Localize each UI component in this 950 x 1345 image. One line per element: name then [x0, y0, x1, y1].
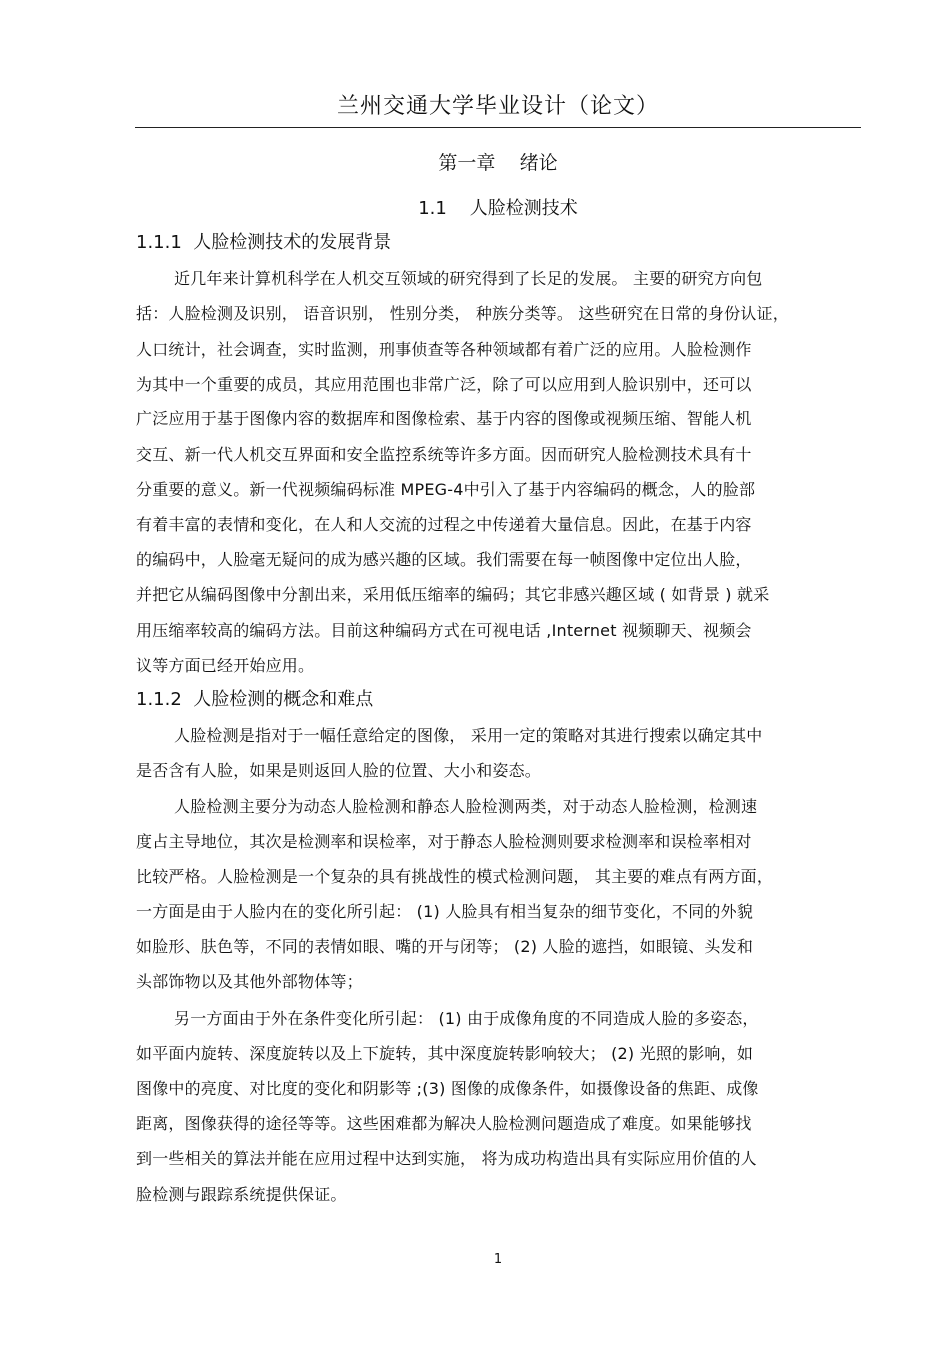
paragraph-line: 交互、新一代人机交互界面和安全监控系统等许多方面。因而研究人脸检测技术具有十 — [136, 445, 752, 464]
paragraph-line: 到一些相关的算法并能在应用过程中达到实施， 将为成功构造出具有实际应用价值的人 — [136, 1149, 757, 1168]
paragraph-line: 近几年来计算机科学在人机交互领域的研究得到了长足的发展。 主要的研究方向包 — [174, 269, 763, 288]
paragraph-line: 脸检测与跟踪系统提供保证。 — [136, 1185, 347, 1204]
paragraph-line: 人口统计，社会调查，实时监测，刑事侦查等各种领域都有着广泛的应用。人脸检测作 — [136, 340, 752, 359]
paragraph-line: 议等方面已经开始应用。 — [136, 656, 315, 675]
paragraph-line: 如平面内旋转、深度旋转以及上下旋转，其中深度旋转影响较大； (2) 光照的影响，如 — [136, 1044, 754, 1063]
paragraph-line: 图像中的亮度、对比度的变化和阴影等 ;(3) 图像的成像条件，如摄像设备的焦距、成像 — [136, 1079, 759, 1098]
paragraph-line: 的编码中，人脸毫无疑问的成为感兴趣的区域。我们需要在每一帧图像中定位出人脸， — [136, 550, 752, 569]
page-number: 1 — [493, 1252, 503, 1267]
paragraph-line: 分重要的意义。新一代视频编码标准 MPEG-4中引入了基于内容编码的概念，人的脸部 — [136, 480, 756, 499]
paragraph-line: 如脸形、肤色等，不同的表情如眼、嘴的开与闭等； (2) 人脸的遮挡，如眼镜、头发和 — [136, 937, 754, 956]
paragraph-line: 人脸检测主要分为动态人脸检测和静态人脸检测两类，对于动态人脸检测，检测速 — [174, 797, 758, 816]
paragraph-line: 比较严格。人脸检测是一个复杂的具有挑战性的模式检测问题， 其主要的难点有两方面， — [136, 867, 774, 886]
subsection-heading: 1.1.2 人脸检测的概念和难点 — [136, 689, 374, 710]
paragraph-line: 用压缩率较高的编码方法。目前这种编码方式在可视电话 ,Internet 视频聊天、视频会 — [136, 621, 752, 640]
paragraph-line: 广泛应用于基于图像内容的数据库和图像检索、基于内容的图像或视频压缩、智能人机 — [136, 409, 752, 428]
paragraph-line: 并把它从编码图像中分割出来，采用低压缩率的编码；其它非感兴趣区域 ( 如背景 ) 就采 — [136, 585, 770, 604]
paragraph-line: 括：人脸检测及识别， 语音识别， 性别分类， 种族分类等。 这些研究在日常的身份认证， — [136, 304, 789, 323]
chapter-title: 第一章 绪论 — [438, 152, 558, 174]
header-rule — [135, 127, 861, 128]
paragraph-line: 头部饰物以及其他外部物体等； — [136, 972, 363, 991]
paragraph-line: 为其中一个重要的成员，其应用范围也非常广泛，除了可以应用到人脸识别中，还可以 — [136, 375, 752, 394]
paragraph-line: 是否含有人脸，如果是则返回人脸的位置、大小和姿态。 — [136, 761, 542, 780]
running-header-title: 兰州交通大学毕业设计（论文） — [336, 94, 659, 119]
paragraph-line: 有着丰富的表情和变化，在人和人交流的过程之中传递着大量信息。因此，在基于内容 — [136, 515, 752, 534]
paragraph-line: 一方面是由于人脸内在的变化所引起： (1) 人脸具有相当复杂的细节变化，不同的外貌 — [136, 902, 754, 921]
paragraph-line: 距离，图像获得的途径等等。这些困难都为解决人脸检测问题造成了难度。如果能够找 — [136, 1114, 752, 1133]
subsection-heading: 1.1.1 人脸检测技术的发展背景 — [136, 232, 392, 253]
paragraph-line: 另一方面由于外在条件变化所引起： (1) 由于成像角度的不同造成人脸的多姿态， — [174, 1009, 759, 1028]
paragraph-line: 人脸检测是指对于一幅任意给定的图像， 采用一定的策略对其进行搜索以确定其中 — [174, 726, 763, 745]
paragraph-line: 度占主导地位，其次是检测率和误检率，对于静态人脸检测则要求检测率和误检率相对 — [136, 832, 752, 851]
section-title: 1.1 人脸检测技术 — [418, 198, 578, 219]
